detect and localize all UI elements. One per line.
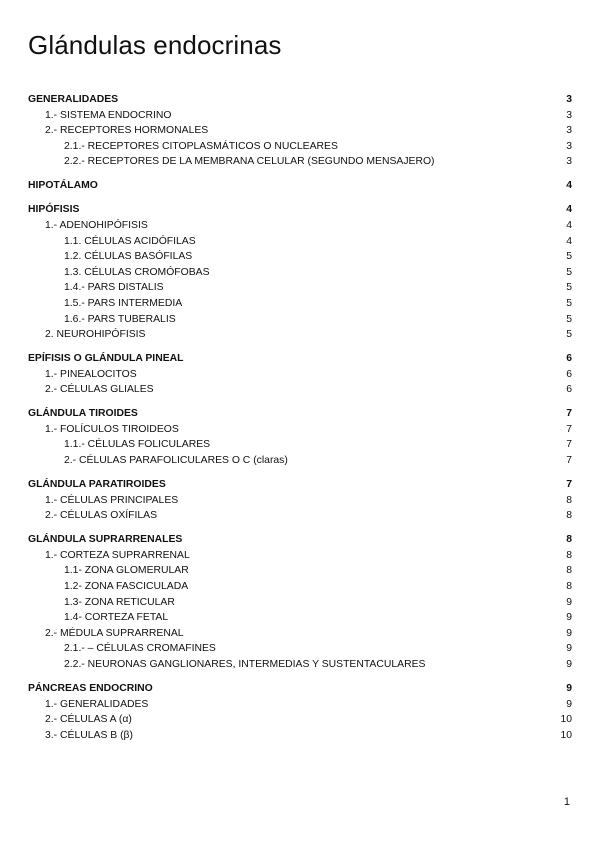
toc-entry-page: 3: [566, 125, 572, 137]
toc-entry-label: 1.5.- PARS INTERMEDIA: [64, 297, 183, 309]
toc-entry-label: 1.2. CÉLULAS BASÓFILAS: [64, 251, 193, 263]
toc-entry-label: 2.- CÉLULAS PARAFOLICULARES O C (claras): [64, 455, 288, 467]
document-title: Glándulas endocrinas: [28, 30, 282, 60]
toc-entry[interactable]: [28, 367, 572, 383]
toc-entry[interactable]: [28, 280, 572, 296]
toc-entry[interactable]: [28, 139, 572, 155]
toc-entry-label: 2.- CÉLULAS A (α): [45, 714, 132, 726]
toc-entry[interactable]: [28, 641, 572, 657]
toc-entry-page: 3: [566, 109, 572, 121]
toc-entry-page: 7: [566, 423, 572, 435]
toc-entry-label: 2.2.- RECEPTORES DE LA MEMBRANA CELULAR (SEGUNDO MENSAJERO): [64, 156, 435, 168]
toc-entry[interactable]: [28, 712, 572, 728]
toc-entry-page: 8: [566, 549, 572, 561]
toc-entry-label: 1.- CÉLULAS PRINCIPALES: [45, 494, 179, 506]
toc-entry-label: 2.- RECEPTORES HORMONALES: [45, 125, 209, 137]
toc-entry-page: 10: [560, 729, 572, 741]
toc-entry-page: 3: [566, 140, 572, 152]
toc-entry-label: 1.3- ZONA RETICULAR: [64, 596, 175, 608]
toc-entry[interactable]: [28, 697, 572, 713]
toc-entry[interactable]: [28, 657, 572, 673]
toc-entry-page: 6: [566, 353, 572, 365]
toc-entry[interactable]: [28, 595, 572, 611]
toc-entry-label: 3.- CÉLULAS B (β): [45, 729, 133, 741]
toc-entry[interactable]: [28, 327, 572, 343]
toc-section-entry[interactable]: [28, 92, 572, 108]
toc-section-entry[interactable]: [28, 406, 572, 422]
toc-section-entry[interactable]: [28, 681, 572, 697]
toc-entry[interactable]: [28, 422, 572, 438]
toc-entry-page: 8: [566, 494, 572, 506]
toc-entry-label: 1.3. CÉLULAS CROMÓFOBAS: [64, 266, 210, 278]
toc-entry-label: 1.1- ZONA GLOMERULAR: [64, 565, 189, 577]
toc-entry-label: 1.- GENERALIDADES: [45, 698, 149, 710]
toc-entry[interactable]: [28, 728, 572, 744]
toc-entry[interactable]: [28, 123, 572, 139]
toc-entry-page: 5: [566, 251, 572, 263]
toc-entry[interactable]: [28, 234, 572, 250]
toc-entry-label: 2. NEUROHIPÓFISIS: [45, 329, 146, 341]
toc-entry[interactable]: [28, 218, 572, 234]
toc-entry-page: 8: [566, 510, 572, 522]
toc-entry-page: 9: [566, 682, 572, 694]
toc-entry[interactable]: [28, 296, 572, 312]
toc-entry[interactable]: [28, 508, 572, 524]
toc-entry-label: 1.2- ZONA FASCICULADA: [64, 580, 189, 592]
toc-entry-page: 7: [566, 455, 572, 467]
toc-entry-page: 4: [566, 180, 572, 192]
toc-entry-label: 2.1.- RECEPTORES CITOPLASMÁTICOS O NUCLEARES: [64, 140, 338, 152]
toc-entry[interactable]: [28, 437, 572, 453]
toc-entry[interactable]: [28, 312, 572, 328]
toc-entry-label: 1.4- CORTEZA FETAL: [64, 612, 169, 624]
toc-entry-page: 5: [566, 282, 572, 294]
toc-section-entry[interactable]: [28, 351, 572, 367]
toc-entry-label: 1.4.- PARS DISTALIS: [64, 282, 164, 294]
toc-entry-page: 7: [566, 408, 572, 420]
toc-entry-label: 1.1.- CÉLULAS FOLICULARES: [64, 439, 211, 451]
table-of-contents: [28, 92, 572, 743]
toc-entry-page: 9: [566, 612, 572, 624]
toc-entry-label: PÁNCREAS ENDOCRINO: [28, 682, 153, 694]
toc-entry-page: 4: [566, 235, 572, 247]
toc-entry-page: 9: [566, 643, 572, 655]
toc-entry-label: GLÁNDULA TIROIDES: [28, 408, 138, 420]
toc-entry-page: 9: [566, 698, 572, 710]
page-number: 1: [563, 796, 570, 808]
toc-entry-label: HIPOTÁLAMO: [28, 180, 98, 192]
toc-entry[interactable]: [28, 249, 572, 265]
toc-entry[interactable]: [28, 579, 572, 595]
toc-entry-page: 7: [566, 479, 572, 491]
toc-entry-label: 2.- CÉLULAS GLIALES: [45, 384, 154, 396]
toc-section-entry[interactable]: [28, 202, 572, 218]
toc-entry[interactable]: [28, 108, 572, 124]
toc-entry-page: 3: [566, 94, 572, 105]
toc-entry[interactable]: [28, 154, 572, 170]
toc-entry-page: 8: [566, 534, 572, 546]
toc-entry-label: HIPÓFISIS: [28, 204, 80, 216]
toc-entry-page: 3: [566, 156, 572, 168]
toc-entry-label: 2.- CÉLULAS OXÍFILAS: [45, 510, 158, 522]
toc-entry-label: 2.- MÉDULA SUPRARRENAL: [45, 627, 184, 639]
toc-entry-label: 1.6.- PARS TUBERALIS: [64, 313, 176, 325]
toc-entry-label: 2.1.- – CÉLULAS CROMAFINES: [64, 643, 216, 655]
toc-entry-label: 2.2.- NEURONAS GANGLIONARES, INTERMEDIAS Y SUSTENTACULARES: [64, 658, 426, 670]
toc-entry-page: 8: [566, 565, 572, 577]
toc-section-entry[interactable]: [28, 532, 572, 548]
toc-entry-label: EPÍFISIS O GLÁNDULA PINEAL: [28, 353, 184, 365]
toc-entry[interactable]: [28, 453, 572, 469]
toc-entry-label: GLÁNDULA SUPRARRENALES: [28, 534, 183, 546]
toc-entry-page: 9: [566, 658, 572, 670]
toc-entry-label: 1.- PINEALOCITOS: [45, 368, 137, 380]
toc-entry-page: 5: [566, 297, 572, 309]
toc-entry-label: 1.- ADENOHIPÓFISIS: [45, 219, 148, 231]
toc-entry-label: 1.1. CÉLULAS ACIDÓFILAS: [64, 235, 196, 247]
toc-entry-page: 10: [560, 714, 572, 726]
toc-entry[interactable]: [28, 626, 572, 642]
toc-entry-page: 8: [566, 580, 572, 592]
toc-entry[interactable]: [28, 265, 572, 281]
toc-entry-label: 1.- SISTEMA ENDOCRINO: [45, 109, 172, 121]
toc-entry-page: 6: [566, 384, 572, 396]
toc-entry-page: 7: [566, 439, 572, 451]
toc-entry-page: 9: [566, 627, 572, 639]
toc-entry-page: 6: [566, 368, 572, 380]
toc-entry-label: GENERALIDADES: [28, 94, 119, 105]
toc-entry[interactable]: [28, 563, 572, 579]
toc-entry[interactable]: [28, 610, 572, 626]
toc-entry[interactable]: [28, 493, 572, 509]
toc-section-entry[interactable]: [28, 477, 572, 493]
toc-entry-page: 5: [566, 266, 572, 278]
toc-entry-label: 1.- FOLÍCULOS TIROIDEOS: [45, 423, 179, 435]
toc-entry-page: 5: [566, 313, 572, 325]
toc-section-entry[interactable]: [28, 178, 572, 194]
toc-entry[interactable]: [28, 548, 572, 564]
toc-entry-label: GLÁNDULA PARATIROIDES: [28, 479, 166, 491]
toc-entry-page: 4: [566, 219, 572, 231]
toc-entry-label: 1.- CORTEZA SUPRARRENAL: [45, 549, 190, 561]
toc-entry-page: 4: [566, 204, 572, 216]
toc-entry-page: 5: [566, 329, 572, 341]
toc-entry[interactable]: [28, 382, 572, 398]
toc-entry-page: 9: [566, 596, 572, 608]
